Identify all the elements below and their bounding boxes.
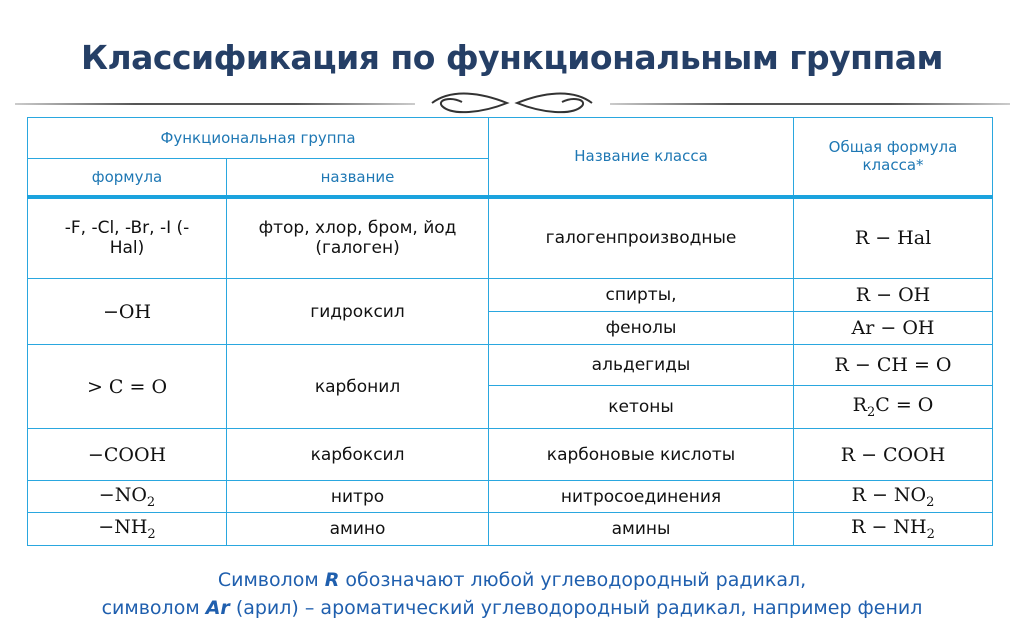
formula-cell: -F, -Cl, -Br, -I (-Hal) xyxy=(28,197,227,279)
formula-part: R xyxy=(852,394,867,417)
class-formula-cell: Ar − OH xyxy=(794,312,993,345)
table-row xyxy=(28,481,993,513)
formula-part: −NO xyxy=(98,483,147,506)
class-formula-cell xyxy=(794,386,993,429)
table-row xyxy=(28,345,993,386)
name-cell: амино xyxy=(227,513,489,546)
formula-cell xyxy=(28,481,227,513)
table-row xyxy=(28,197,993,279)
header-name: название xyxy=(227,159,489,197)
note-symbol: Ar xyxy=(205,597,230,619)
class-cell: спирты, xyxy=(489,279,794,312)
class-formula-cell xyxy=(794,481,993,513)
note-symbol: R xyxy=(324,569,340,591)
table-row xyxy=(28,279,993,312)
class-formula-cell: R − COOH xyxy=(794,429,993,481)
divider-left xyxy=(15,103,415,105)
table-row xyxy=(28,513,993,546)
page-title: Классификация по функциональным группам xyxy=(80,38,944,77)
header-formula: формула xyxy=(28,159,227,197)
name-cell: фтор, хлор, бром, йод (галоген) xyxy=(227,197,489,279)
formula-cell: −OH xyxy=(28,279,227,345)
note-text: Символом xyxy=(217,569,325,591)
divider-right xyxy=(610,103,1010,105)
subscript: 2 xyxy=(147,526,156,542)
formula-cell xyxy=(28,513,227,546)
subscript: 2 xyxy=(866,404,876,420)
formula-part: R − NH xyxy=(851,516,927,539)
formula-part: R − NO xyxy=(851,483,927,506)
note-text: обозначают любой углеводородный радикал, xyxy=(339,569,807,591)
subscript: 2 xyxy=(926,494,935,510)
subscript: 2 xyxy=(926,526,935,542)
ornament-icon xyxy=(422,88,602,118)
footnote xyxy=(0,566,1024,622)
note-text: (арил) – ароматический углеводородный радикал, например фенил xyxy=(229,597,923,619)
formula-cell: −COOH xyxy=(28,429,227,481)
class-cell: кетоны xyxy=(489,386,794,429)
name-cell: карбоксил xyxy=(227,429,489,481)
formula-cell: > C = O xyxy=(28,345,227,429)
name-cell: карбонил xyxy=(227,345,489,429)
class-cell: фенолы xyxy=(489,312,794,345)
class-formula-cell: R − OH xyxy=(794,279,993,312)
class-formula-cell: R − Hal xyxy=(794,197,993,279)
header-general-formula: Общая формула класса* xyxy=(794,118,993,197)
name-cell: гидроксил xyxy=(227,279,489,345)
class-cell: нитросоединения xyxy=(489,481,794,513)
class-formula-cell: R − CH = O xyxy=(794,345,993,386)
classification-table xyxy=(27,117,993,546)
class-cell: карбоновые кислоты xyxy=(489,429,794,481)
subscript: 2 xyxy=(146,494,156,510)
formula-part: C = O xyxy=(875,394,934,417)
table-row xyxy=(28,429,993,481)
class-cell: галогенпроизводные xyxy=(489,197,794,279)
header-class-name: Название класса xyxy=(489,118,794,197)
class-cell: амины xyxy=(489,513,794,546)
class-formula-cell xyxy=(794,513,993,546)
class-cell: альдегиды xyxy=(489,345,794,386)
header-functional-group: Функциональная группа xyxy=(28,118,489,159)
name-cell: нитро xyxy=(227,481,489,513)
note-text: символом xyxy=(101,597,206,619)
formula-part: −NH xyxy=(98,516,148,539)
